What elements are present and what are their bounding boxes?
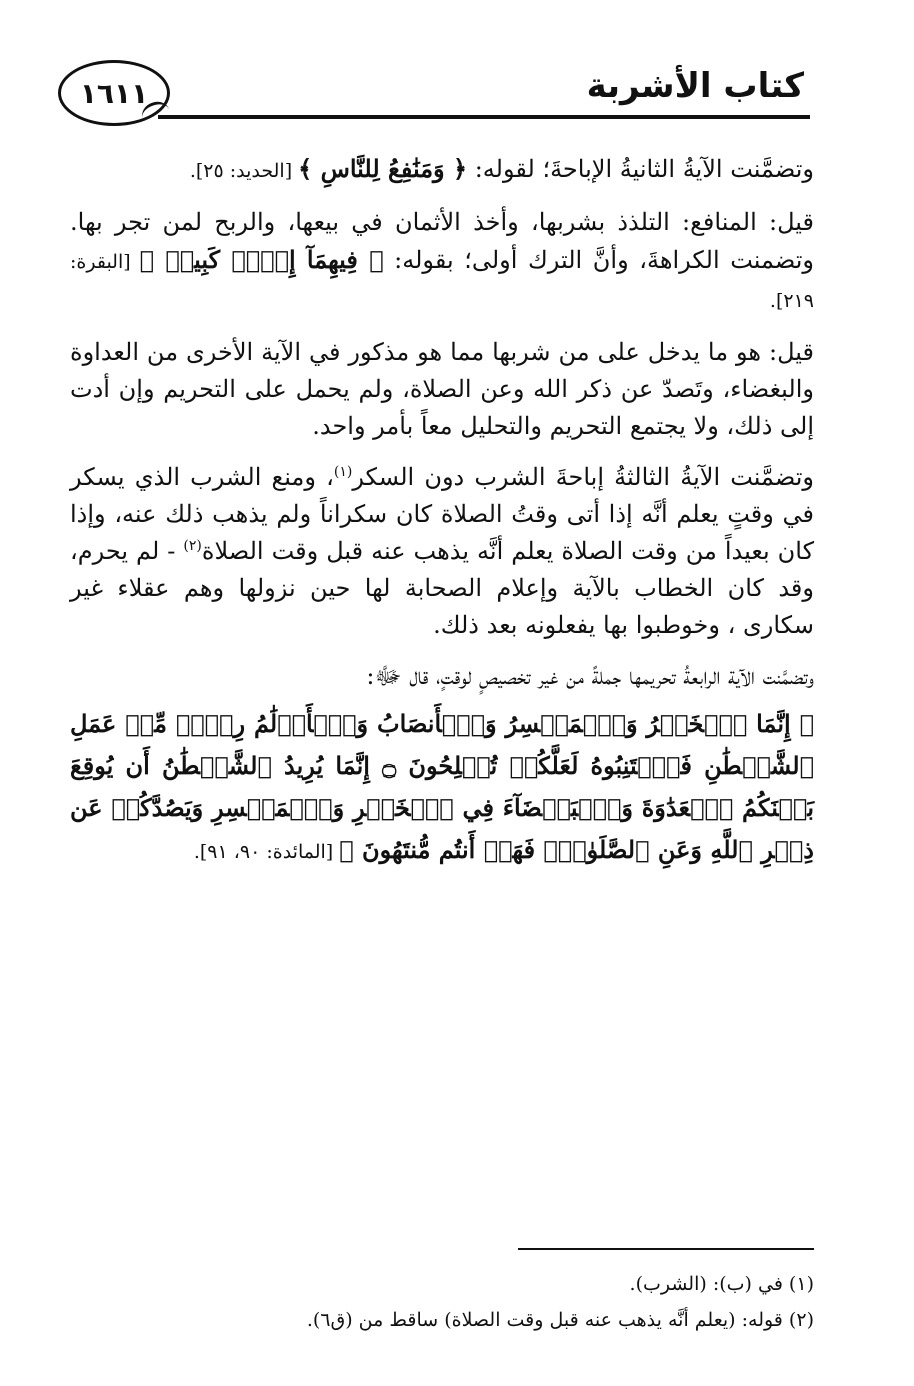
quran-verse-block-maida [70,703,814,873]
paragraph-5-lead: وتضمَّنت الآية الرابعةُ تحريمها جملةً من غير تخصيصٍ لوقتٍ، قال ﷻ: [366,662,814,690]
paragraph-1-lead: وتضمَّنت الآيةُ الثانيةُ الإباحةَ؛ لقوله: [467,155,814,183]
paragraph-4-part-2: ، ومنع الشرب الذي يسكر في وقتٍ يعلم أنَّه إذا أتى وقتُ الصلاة كان سكراناً ولم يذهب ذلك عنه، وإذا كان بعيداً من وقت الصلاة يعلم أنَّه يذهب عنه قبل وقت الصلاة [70,463,814,565]
quran-verse-baqara: ﴿ فِيهِمَآ إِثۡمٞ كَبِيرٞ ﴾ [139,245,384,274]
main-text [70,150,814,873]
paragraph-3: قيل: هو ما يدخل على من شربها مما هو مذكور في الآية الأخرى من العداوة والبغضاء، وتَصدّ عن ذكر الله وعن الصلاة، ولم يحمل على التحريم وإن أدت إلى ذلك، ولا يجتمع التحريم والتحليل معاً بأمر واحد. [70,338,814,440]
verse-reference-maida: [المائدة: ٩٠، ٩١]. [193,841,340,863]
page-number: ١٦١١ [79,76,149,110]
quran-verse-hadid: ﴿ وَمَنَٰفِعُ لِلنَّاسِ ﴾ [298,154,468,183]
paragraph-2 [70,204,814,320]
paragraph-2-line-1: قيل: المنافع: التلذذ بشربها، وأخذ الأثمان في بيعها، والربح لمن تجر بها. [70,208,814,236]
footnotes [150,1266,814,1338]
book-title: كتاب الأشربة [586,66,804,106]
footnote-2: (٢) قوله: (يعلم أنَّه يذهب عنه قبل وقت الصلاة) ساقط من (ق٦). [306,1309,814,1331]
paragraph-4 [70,459,814,644]
page-header [58,56,810,132]
quran-verse-maida: ﴿ إِنَّمَا ٱلۡخَمۡرُ وَٱلۡمَيۡسِرُ وَٱلۡأَنصَابُ وَٱلۡأَزۡلَٰمُ رِجۡسٞ مِّنۡ عَمَلِ ٱلشَّيۡطَٰنِ فَٱجۡتَنِبُوهُ لَعَلَّكُمۡ تُفۡلِحُونَ ۝ إِنَّمَا يُرِيدُ ٱلشَّيۡطَٰنُ أَن يُوقِعَ بَيۡنَكُمُ ٱلۡعَدَٰوَةَ وَٱلۡبَغۡضَآءَ فِي ٱلۡخَمۡرِ وَٱلۡمَيۡسِرِ وَيَصُدَّكُمۡ عَن ذِكۡرِ ٱللَّهِ وَعَنِ ٱلصَّلَوٰةِۖ فَهَلۡ أَنتُم مُّنتَهُونَ ﴾ [70,709,814,864]
footnote-1: (١) في (ب): (الشرب). [629,1273,814,1295]
footnote-marker-1[interactable]: (١) [333,464,353,480]
header-rule [158,115,810,119]
paragraph-1 [70,150,814,190]
paragraph-4-part-3: - لم يحرم، وقد كان الخطاب بالآية وإعلام الصحابة لها حين نزولها وهم عقلاء غير سكارى ، وخوطبوا بها يفعلونه بعد ذلك. [70,537,814,639]
paragraph-5 [70,658,814,695]
verse-reference-baqara: [البقرة: ٢١٩]. [70,251,814,312]
footnote-marker-2[interactable]: (٢) [183,538,202,554]
paragraph-2-lead: وتضمنت الكراهةَ، وأنَّ الترك أولى؛ بقوله: [383,246,814,274]
footnote-separator [518,1248,814,1250]
paragraph-4-part-1: وتضمَّنت الآيةُ الثالثةُ إباحةَ الشرب دون السكر [352,463,814,491]
verse-reference-hadid: [الحديد: ٢٥]. [189,160,299,182]
